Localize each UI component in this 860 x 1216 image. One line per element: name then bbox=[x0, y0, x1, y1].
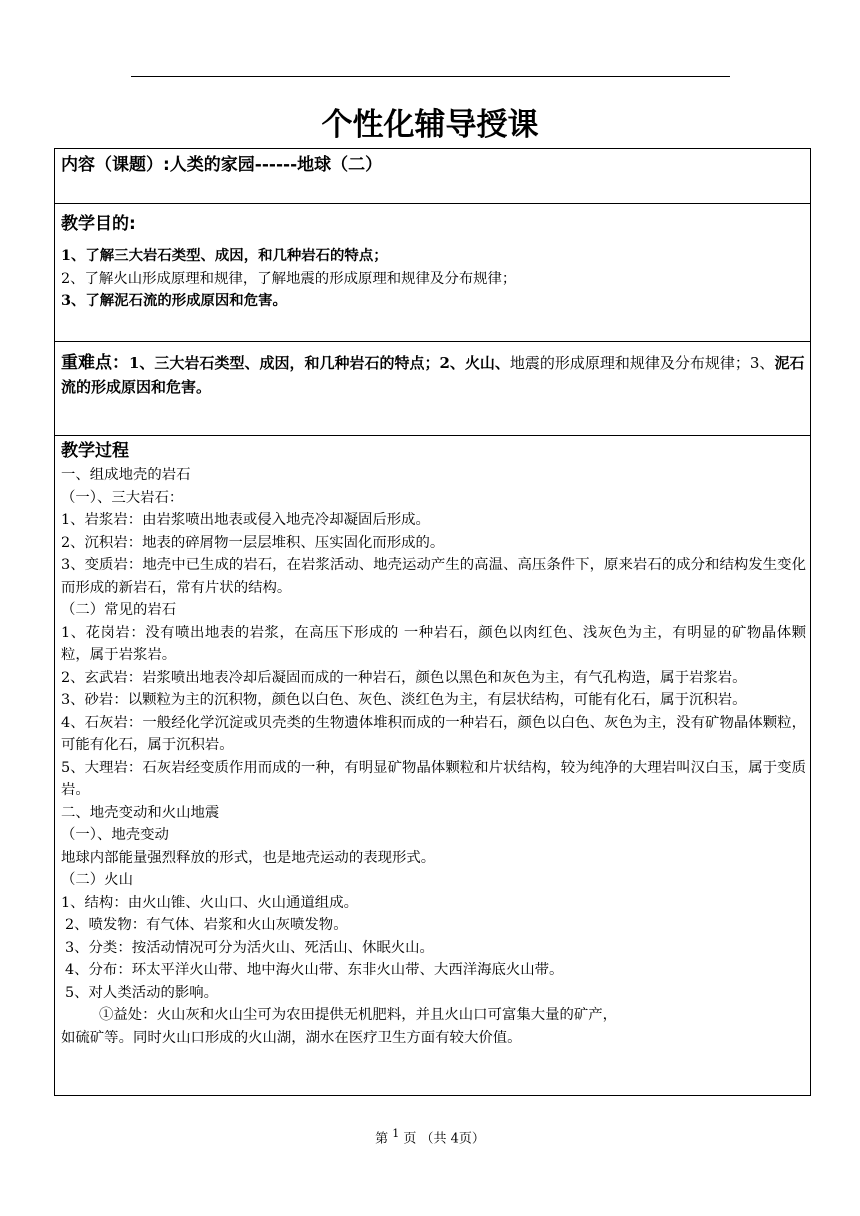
lesson-table bbox=[54, 148, 811, 1096]
row-divider bbox=[55, 435, 810, 436]
page-title: 个性化辅导授课 bbox=[321, 107, 539, 143]
key-points-part: 1、三大岩石类型、成因，和几种岩石的特点；2、火山、 bbox=[129, 354, 510, 372]
text-line: 3、分类：按活动情况可分为活火山、死活山、休眠火山。 bbox=[65, 939, 434, 956]
section-heading: 二、地壳变动和火山地震 bbox=[61, 804, 220, 821]
objectives-heading: 教学目的: bbox=[61, 214, 136, 234]
process-heading: 教学过程 bbox=[61, 441, 129, 461]
key-points-part: 泥石流的形成原因和危害。 bbox=[61, 354, 805, 396]
header-rule bbox=[131, 76, 730, 77]
subsection-heading: （一）、地壳变动 bbox=[61, 827, 169, 843]
page-footer bbox=[0, 1127, 860, 1146]
section-heading: 一、组成地壳的岩石 bbox=[61, 467, 191, 483]
objective-item: 2、了解火山形成原理和规律，了解地震的形成原理和规律及分布规律； bbox=[61, 270, 517, 287]
subsection-heading: （二）常见的岩石 bbox=[61, 602, 177, 618]
text-line: 1、结构：由火山锥、火山口、火山通道组成。 bbox=[61, 894, 358, 911]
paragraph: 1、花岗岩：没有喷出地表的岩浆，在高压下形成的 一种岩石，颜色以肉红色、浅灰色为主，有明显的矿物晶体颗粒，属于岩浆岩。 bbox=[61, 624, 806, 663]
process-section bbox=[61, 438, 806, 1049]
text-line: ①益处：火山灰和火山尘可为农田提供无机肥料，并且火山口可富集大量的矿产， bbox=[99, 1007, 618, 1023]
paragraph: 3、砂岩：以颗粒为主的沉积物，颜色以白色、灰色、淡红色为主，有层状结构，可能有化石，属于沉积岩。 bbox=[61, 692, 747, 708]
lesson-topic: 内容（课题）:人类的家园------地球（二） bbox=[61, 155, 383, 175]
paragraph: 3、变质岩：地壳中已生成的岩石，在岩浆活动、地壳运动产生的高温、高压条件下，原来岩石的成分和结构发生变化而形成的新岩石，常有片状的结构。 bbox=[61, 557, 806, 596]
paragraph: 4、石灰岩：一般经化学沉淀或贝壳类的生物遗体堆积而成的一种岩石，颜色以白色、灰色为主，没有矿物晶体颗粒，可能有化石，属于沉积岩。 bbox=[61, 714, 806, 753]
subsection-heading: （二）火山 bbox=[61, 872, 133, 888]
subsection-heading: （一）、三大岩石： bbox=[61, 489, 184, 506]
key-points bbox=[61, 350, 806, 399]
text-line: 2、沉积岩：地表的碎屑物一层层堆积、压实固化而形成的。 bbox=[61, 534, 445, 551]
footer-prefix: 第 bbox=[375, 1131, 389, 1147]
key-points-label: 重难点： bbox=[61, 353, 129, 373]
footer-suffix: 页 （共 4页） bbox=[403, 1131, 485, 1147]
text-line: 5、对人类活动的影响。 bbox=[65, 984, 219, 1001]
page-number: 1 bbox=[392, 1127, 400, 1140]
row-divider bbox=[55, 203, 810, 204]
row-divider bbox=[55, 341, 810, 342]
paragraph: 5、大理岩：石灰岩经变质作用而成的一种，有明显矿物晶体颗粒和片状结构，较为纯净的大理岩叫汉白玉，属于变质岩。 bbox=[61, 759, 806, 798]
objective-item: 3、了解泥石流的形成原因和危害。 bbox=[61, 292, 287, 309]
text-line: 4、分布：环太平洋火山带、地中海火山带、东非火山带、大西洋海底火山带。 bbox=[65, 962, 564, 978]
text-line: 如硫矿等。同时火山口形成的火山湖，湖水在医疗卫生方面有较大价值。 bbox=[61, 1029, 522, 1046]
objective-item: 1、了解三大岩石类型、成因，和几种岩石的特点； bbox=[61, 247, 388, 264]
key-points-part: 地震的形成原理和规律及分布规律；3、 bbox=[509, 354, 775, 372]
objectives-section bbox=[61, 211, 806, 313]
paragraph: 2、玄武岩：岩浆喷出地表冷却后凝固而成的一种岩石，颜色以黑色和灰色为主，有气孔构造，属于岩浆岩。 bbox=[61, 669, 747, 686]
text-line: 1、岩浆岩：由岩浆喷出地表或侵入地壳冷却凝固后形成。 bbox=[61, 512, 430, 528]
text-line: 2、喷发物：有气体、岩浆和火山灰喷发物。 bbox=[65, 917, 348, 933]
text-line: 地球内部能量强烈释放的形式，也是地壳运动的表现形式。 bbox=[61, 849, 436, 866]
